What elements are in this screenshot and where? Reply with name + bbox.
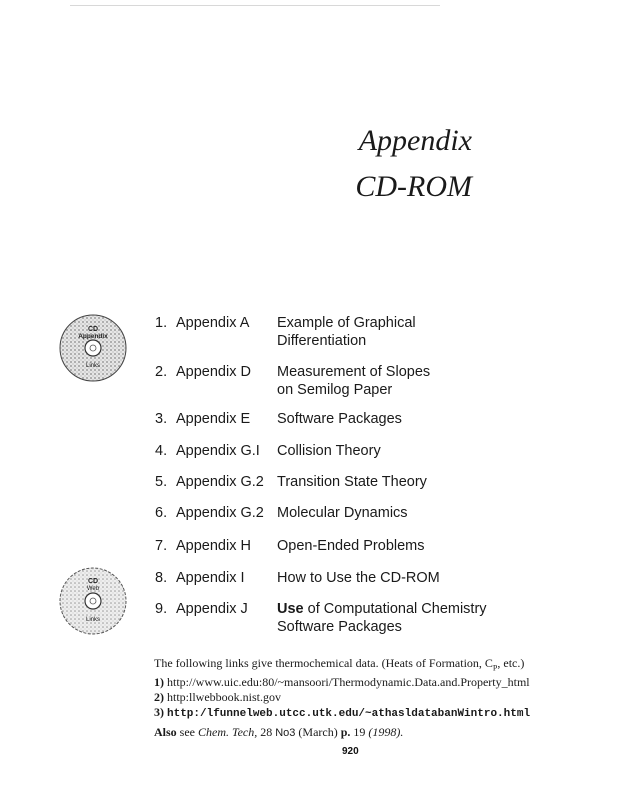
links-intro-sub: P [492,663,498,673]
item-description: Measurement of Slopes [277,364,431,380]
link-row [154,675,530,690]
link-row [154,705,530,722]
item-appendix: Appendix H [176,538,251,554]
item-appendix: Appendix I [176,570,245,586]
item-appendix: Appendix G.I [176,443,260,459]
item-description: Molecular Dynamics [277,505,408,521]
cd-top-label: CD [87,578,99,585]
links-intro-end: , etc.) [497,656,525,670]
item-description-bold: Use [277,601,304,617]
item-description: Open-Ended Problems [277,538,425,554]
also-see [154,725,403,741]
item-number: 7. [155,538,168,554]
link-number: 2) [154,690,164,704]
issue: No3 [275,727,296,739]
item-appendix: Appendix J [176,601,248,617]
journal-name: Chem. Tech, [198,725,258,739]
item-number: 2. [155,364,168,380]
item-description-cont: Software Packages [277,619,402,635]
item-appendix: Appendix E [176,411,251,427]
cd-bottom-label: Links [85,617,101,623]
item-description: Example of Graphical [277,315,416,331]
page-label: p. [340,725,351,739]
item-number: 3. [155,411,168,427]
item-appendix: Appendix G.2 [176,505,264,521]
link-number: 1) [154,675,164,689]
link-number: 3) [154,705,164,719]
item-description: Transition State Theory [277,474,427,490]
cd-bottom-label: Links [85,363,101,369]
also-see-word: see [176,725,198,739]
item-number: 4. [155,443,168,459]
item-description: Software Packages [277,411,402,427]
item-appendix: Appendix A [176,315,250,331]
month: (March) [295,725,341,739]
item-number: 1. [155,315,168,331]
item-description-cont: Differentiation [277,333,367,349]
links-intro-text: The following links give thermochemical data. (Heats of Formation, C [154,656,493,670]
page-ref: 19 [350,725,369,739]
cd-mid-label: Appendix [78,333,108,340]
item-appendix: Appendix G.2 [176,474,264,490]
link-url[interactable]: http:llwebbook.nist.gov [167,690,281,704]
year: (1998). [368,725,404,739]
title-appendix: Appendix [358,124,472,157]
item-number: 9. [155,601,168,617]
item-description: How to Use the CD-ROM [277,570,440,586]
page-number: 920 [342,746,359,757]
links-intro [154,656,524,675]
item-appendix: Appendix D [176,364,251,380]
link-url[interactable]: http:/lfunnelweb.utcc.utk.edu/~athasldatabanWintro.html [167,708,531,720]
item-number: 5. [155,474,168,490]
cd-mid-label: Web [86,586,100,592]
link-url[interactable]: http://www.uic.edu:80/~mansoori/Thermodynamic.Data.and.Property_html [167,675,530,689]
item-number: 6. [155,505,168,521]
volume: 28 [257,725,276,739]
item-description [277,600,487,618]
item-description-cont: on Semilog Paper [277,382,393,398]
cd-top-label: CD [87,326,99,333]
title-cd-rom: CD-ROM [355,170,472,203]
cd-appendix-icon [58,313,128,383]
cd-web-icon [58,566,128,636]
item-description-rest: of Computational Chemistry [303,601,487,617]
also-prefix: Also [154,725,177,739]
link-row [154,690,281,705]
item-description: Collision Theory [277,443,381,459]
item-number: 8. [155,570,168,586]
top-rule [70,5,440,6]
